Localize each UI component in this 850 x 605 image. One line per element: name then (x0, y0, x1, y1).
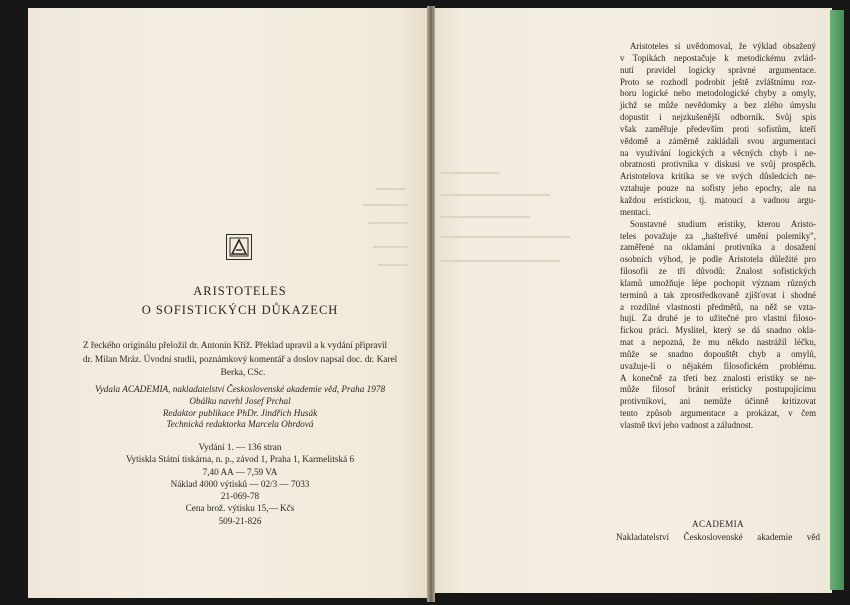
text-line: Proto se rozhodl podrobit ještě zvláštnímu roz- (620, 76, 816, 87)
book-author: ARISTOTELES (193, 284, 287, 298)
imprint-line: 21-069-78 (220, 491, 260, 502)
text-line: boru logické nebo metodologické chyby a omyly, (620, 88, 816, 99)
text-line: mat a nepozná, že mu někdo nastrážil léčku, (620, 337, 816, 348)
cover-edge (830, 10, 844, 590)
academia-logo-icon (226, 234, 252, 260)
text-line: A konečně za třetí bez znalosti eristiky se ne- (620, 372, 816, 383)
publishing-line: Vydala ACADEMIA, nakladatelství Československé akademie věd, Praha 1978 (94, 384, 386, 394)
text-line: každou eristickou, tj. matoucí a vadnou argu- (620, 194, 816, 205)
imprint (90, 441, 390, 527)
translation-credits (83, 340, 403, 381)
text-line: osobních výhod, je podle Aristotela důležité pro (620, 254, 816, 265)
credits-line: Berka, CSc. (220, 368, 266, 378)
text-line: dopustit i nejzkušenější odborník. Svůj spis (620, 112, 816, 123)
imprint-line: Cena brož. výtisku 15,— Kčs (185, 503, 295, 514)
text-line: mentaci. (620, 206, 651, 217)
text-line: teles považuje za „hašteřivé umění polemiky", (620, 230, 816, 241)
blurb-paragraphs (620, 41, 816, 432)
text-line: a rozdílné vlastnosti předmětů, na něž se vzta- (620, 301, 816, 312)
imprint-line: Vydání 1. — 136 stran (198, 442, 282, 452)
text-line: Aristoteles si uvědomoval, že výklad obsažený (630, 41, 816, 51)
text-line: filosofii ze tří důvodů: Znalost sofistických (620, 266, 816, 277)
imprint-line: 7,40 AA — 7,59 VA (202, 466, 278, 477)
text-line: vztahuje pouze na sofisty jeho epochy, ale na (620, 183, 816, 194)
text-line: vědomě a záměrně zakládali svou argumentaci (620, 135, 816, 146)
publishing-line: Technická redaktorka Marcela Obrdová (166, 419, 314, 430)
text-line: jichž se může nevědomky a bez zlého úmyslu (620, 100, 816, 111)
credits-line: Z řeckého originálu přeložil dr. Antonín Kříž. Překlad upravil a k vydání připravil (83, 341, 388, 351)
text-line: uvažuje-li o nějakém filosofickém problému. (620, 360, 816, 371)
publisher-name: ACADEMIA (692, 519, 744, 529)
text-line: nutí pravidel logicky správné argumentace. (620, 64, 816, 75)
imprint-line: Náklad 4000 výtisků — 02/3 — 7033 (170, 478, 310, 489)
book-title: O SOFISTICKÝCH DŮKAZECH (141, 303, 339, 317)
text-line: Aristotelova kritika se ve svých důsledcích ne- (620, 171, 816, 182)
credits-line: dr. Milan Mráz. Úvodní studii, poznámkový komentář a doslov napsal doc. dr. Karel (83, 354, 398, 365)
text-line: Soustavné studium eristiky, kterou Aristo- (630, 218, 816, 229)
text-line: termínů a tak zprostředkovaně zjišťovat i shodné (620, 289, 816, 300)
text-line: obratnosti protivníka v diskusi ve svůj prospěch. (620, 159, 816, 170)
text-line: hují. Za druhé je to užitečné pro vlastní filoso- (620, 313, 816, 324)
text-line: však zaměřuje především proti sofistům, kteří (620, 123, 816, 134)
text-line: protivníkovi, ani nemůže účinně kritizovat (620, 396, 816, 407)
publishing-info (90, 384, 390, 431)
publishing-line: Redaktor publikace PhDr. Jindřich Husák (162, 407, 318, 418)
text-line: tento způsob argumentace a prokázat, v čem (620, 408, 816, 419)
publisher-full-name: Nakladatelství Československé akademie věd (616, 532, 820, 542)
text-line: zaměřené na oklamání protivníka a dosažení (620, 242, 816, 253)
text-line: vlastně tkví jeho vadnost a záludnost. (620, 420, 754, 430)
imprint-line: 509-21-826 (218, 515, 262, 526)
imprint-line: Vytiskla Státní tiskárna, n. p., závod 1, Praha 1, Karmelitská 6 (125, 454, 355, 465)
text-line: může filosof bránit eristicky postupujícímu (620, 384, 816, 395)
text-line: fickou práci. Myslitel, který se dá snadno okla- (620, 325, 816, 336)
text-line: na využívání logických a věcných chyb i ne- (620, 147, 816, 158)
text-line: v Topikách nepostačuje k metodickému zvlád- (620, 52, 816, 63)
text-line: klamů umožňuje lépe pochopit význam různých (620, 277, 816, 288)
publishing-line: Obálku navrhl Josef Prchal (189, 395, 291, 406)
text-line: může se snadno dopouštět chyb a omylů, (620, 348, 816, 359)
